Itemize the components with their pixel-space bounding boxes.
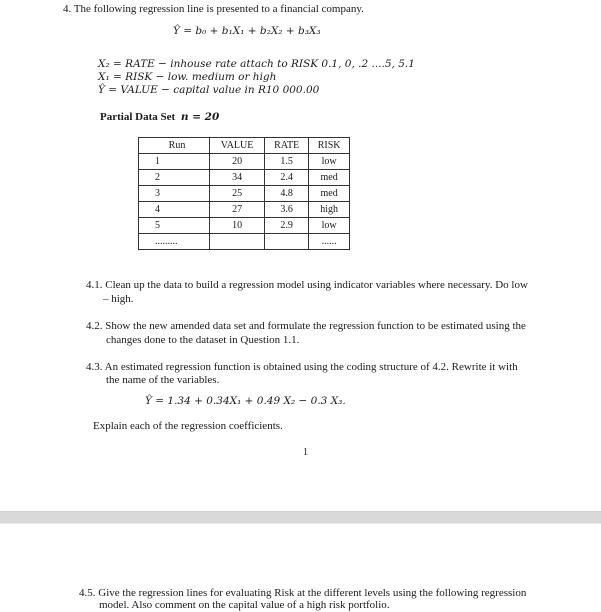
header-value: VALUE bbox=[210, 138, 265, 154]
question-4-2-line1: 4.2. Show the new amended data set and formulate the regression function to be estimated using the bbox=[86, 320, 526, 332]
cell-risk: ...... bbox=[309, 234, 350, 250]
question-4-1-line1: 4.1. Clean up the data to build a regression model using indicator variables where necessary. Do low bbox=[86, 279, 528, 291]
question-4-2-line2: changes done to the dataset in Question 1.1. bbox=[106, 334, 300, 346]
cell-run: 3 bbox=[139, 186, 210, 202]
definition-risk: X₁ = RISK − low. medium or high bbox=[98, 71, 277, 83]
cell-run: 2 bbox=[139, 170, 210, 186]
cell-run: 1 bbox=[139, 154, 210, 170]
explain-instruction: Explain each of the regression coefficients. bbox=[93, 420, 283, 432]
cell-rate: 1.5 bbox=[265, 154, 309, 170]
question-4-heading: 4. The following regression line is presented to a financial company. bbox=[63, 3, 364, 15]
cell-value: 20 bbox=[210, 154, 265, 170]
partial-data-label bbox=[100, 111, 219, 124]
cell-rate bbox=[265, 234, 309, 250]
cell-value: 34 bbox=[210, 170, 265, 186]
partial-data-text: Partial Data Set bbox=[100, 111, 176, 123]
table-header-row bbox=[139, 138, 350, 154]
table-row bbox=[139, 170, 350, 186]
cell-value: 25 bbox=[210, 186, 265, 202]
table-row bbox=[139, 186, 350, 202]
cell-rate: 3.6 bbox=[265, 202, 309, 218]
cell-run: 4 bbox=[139, 202, 210, 218]
page-break-separator bbox=[0, 511, 601, 524]
table-row bbox=[139, 154, 350, 170]
cell-rate: 2.9 bbox=[265, 218, 309, 234]
page-number: 1 bbox=[303, 447, 308, 458]
table-row bbox=[139, 202, 350, 218]
definition-value: Ŷ = VALUE − capital value in R10 000.00 bbox=[98, 84, 320, 96]
question-4-5-line1: 4.5. Give the regression lines for evaluating Risk at the different levels using the following regression bbox=[79, 587, 527, 599]
cell-value: 10 bbox=[210, 218, 265, 234]
partial-data-table bbox=[138, 137, 350, 250]
question-4-1-line2: – high. bbox=[103, 293, 134, 305]
question-4-3-line1: 4.3. An estimated regression function is obtained using the coding structure of 4.2. Rewrite it with bbox=[86, 361, 518, 373]
table-row bbox=[139, 218, 350, 234]
cell-rate: 4.8 bbox=[265, 186, 309, 202]
cell-run: ......... bbox=[139, 234, 210, 250]
model-equation: Ŷ = b₀ + b₁X₁ + b₂X₂ + b₃X₃ bbox=[173, 25, 321, 37]
definition-rate: X₂ = RATE − inhouse rate attach to RISK 0.1, 0, .2 ....5, 5.1 bbox=[98, 58, 415, 70]
question-4-3-line2: the name of the variables. bbox=[106, 374, 220, 386]
cell-run: 5 bbox=[139, 218, 210, 234]
question-4-5-line2: model. Also comment on the capital value of a high risk portfolio. bbox=[99, 599, 390, 611]
table-row bbox=[139, 234, 350, 250]
cell-risk: med bbox=[309, 170, 350, 186]
cell-risk: med bbox=[309, 186, 350, 202]
cell-value bbox=[210, 234, 265, 250]
cell-risk: low bbox=[309, 154, 350, 170]
header-run: Run bbox=[139, 138, 210, 154]
cell-value: 27 bbox=[210, 202, 265, 218]
cell-rate: 2.4 bbox=[265, 170, 309, 186]
cell-risk: high bbox=[309, 202, 350, 218]
header-risk: RISK bbox=[309, 138, 350, 154]
estimated-equation: Ŷ = 1.34 + 0.34X₁ + 0.49 X₂ − 0.3 X₃. bbox=[145, 395, 346, 407]
cell-risk: low bbox=[309, 218, 350, 234]
header-rate: RATE bbox=[265, 138, 309, 154]
sample-size: n = 20 bbox=[180, 111, 220, 123]
